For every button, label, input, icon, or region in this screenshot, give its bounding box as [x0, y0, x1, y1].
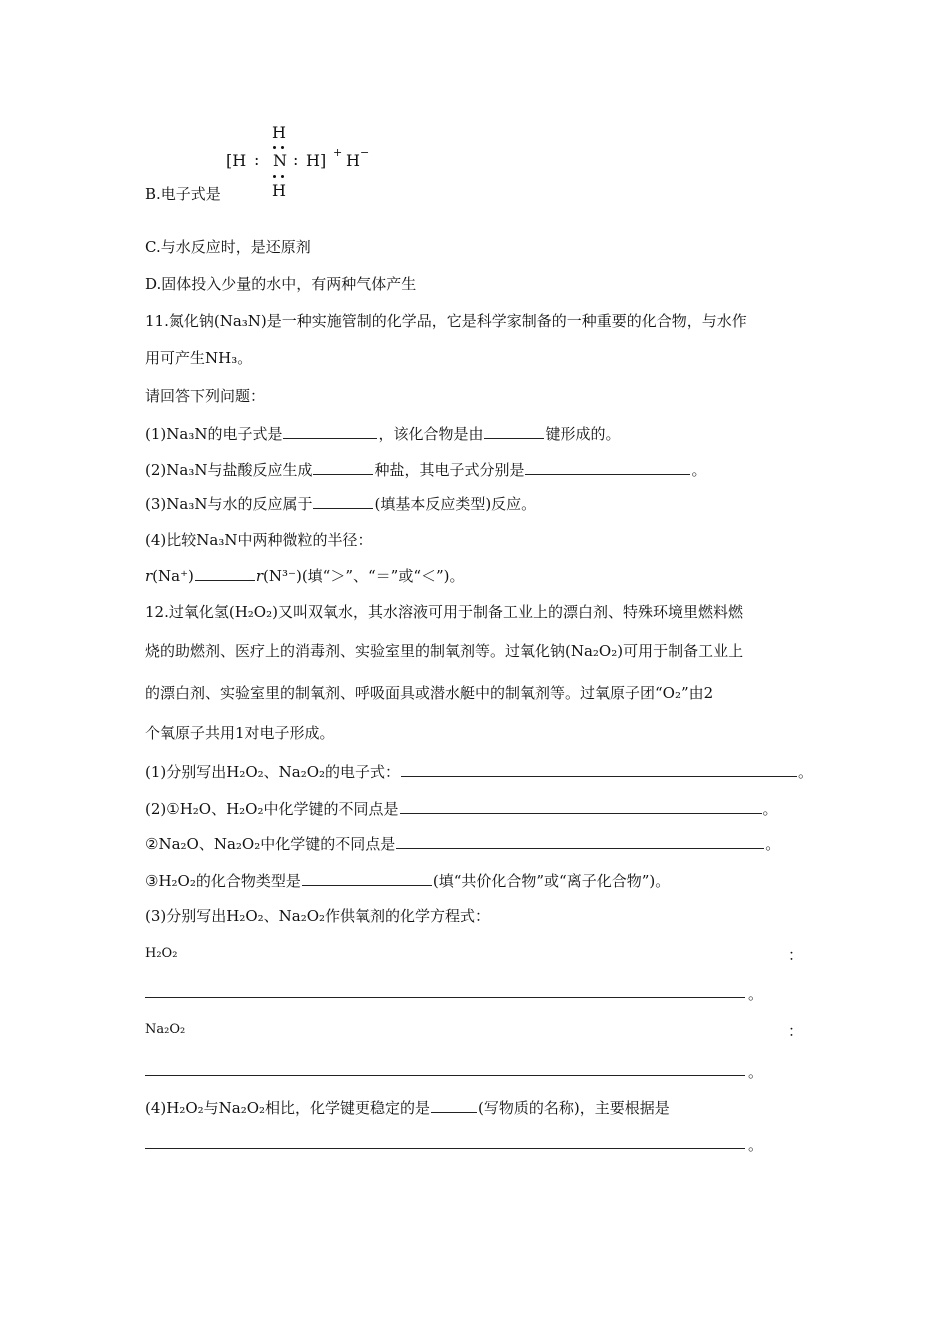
q11-intro-line-2: 用可产生NH₃。: [145, 349, 253, 367]
formula-bracket-h-left: [H: [226, 151, 247, 170]
q11-prompt: 请回答下列问题：: [145, 387, 266, 405]
option-b-label: B.电子式是: [145, 185, 221, 203]
q11-p4-tail: (填“＞”、“＝”或“＜”)。: [301, 567, 465, 585]
q12-p4-end: 。: [748, 1136, 764, 1154]
answer-blank[interactable]: [283, 424, 377, 439]
na2o2-equation-blank[interactable]: [145, 1075, 745, 1076]
q12-intro-line-3: 的漂白剂、实验室里的制氧剂、呼吸面具或潜水艇中的制氧剂等。过氧原子团“O₂”由2: [145, 684, 714, 702]
formula-charge-minus: −: [360, 146, 370, 159]
q12-p1-text: (1)分别写出H₂O₂、Na₂O₂的电子式：: [145, 763, 401, 781]
q12-p4-text-b: (写物质的名称)，主要根据是: [478, 1099, 670, 1117]
answer-blank[interactable]: [431, 1098, 477, 1113]
radius-symbol: r: [145, 567, 153, 585]
q12-p1-end: 。: [798, 763, 814, 781]
h2o2-equation-blank[interactable]: [145, 997, 745, 998]
h2o2-end: 。: [748, 985, 764, 1003]
formula-colon-left: :: [254, 150, 260, 169]
q12-p2c-text-a: ③H₂O₂的化合物类型是: [145, 872, 301, 890]
ion-na: (Na⁺): [152, 567, 194, 585]
q11-p3-text-b: (填基本反应类型)反应。: [374, 495, 537, 513]
q12-p2b-end: 。: [765, 835, 781, 853]
formula-h-bracket-right: H]: [306, 151, 327, 170]
answer-blank[interactable]: [400, 799, 762, 814]
q11-part-1: [145, 424, 621, 444]
formula-h-minus: H: [346, 151, 360, 170]
q11-p3-text-a: (3)Na₃N与水的反应属于: [145, 495, 313, 513]
q11-p1-text-c: 键形成的。: [545, 425, 621, 443]
answer-blank[interactable]: [396, 834, 764, 849]
answer-blank[interactable]: [525, 460, 690, 475]
na2o2-equation-label: Na₂O₂: [145, 1022, 186, 1037]
q12-p2-end: 。: [762, 800, 778, 818]
electron-dot: [281, 175, 284, 178]
answer-blank[interactable]: [302, 871, 432, 886]
formula-colon-right: :: [293, 150, 299, 169]
electron-dot: [281, 146, 284, 149]
q12-part-4: [145, 1098, 670, 1118]
formula-h-bottom: H: [272, 181, 286, 200]
answer-blank[interactable]: [484, 424, 544, 439]
answer-blank[interactable]: [313, 494, 373, 509]
h2o2-equation-label: H₂O₂: [145, 946, 178, 961]
q11-part-4: (4)比较Na₃N中两种微粒的半径：: [145, 531, 373, 549]
answer-blank[interactable]: [195, 566, 255, 581]
q11-part-2: [145, 460, 707, 480]
na2o2-end: 。: [748, 1063, 764, 1081]
option-d: D.固体投入少量的水中，有两种气体产生: [145, 275, 417, 293]
q12-intro-line-1: 12.过氧化氢(H₂O₂)又叫双氧水，其水溶液可用于制备工业上的漂白剂、特殊环境里燃料燃: [145, 603, 743, 621]
formula-h-top: H: [272, 123, 286, 142]
q11-part-3: [145, 494, 536, 514]
q11-p2-text-b: 种盐，其电子式分别是: [374, 461, 525, 479]
q12-part-3: (3)分别写出H₂O₂、Na₂O₂作供氧剂的化学方程式：: [145, 907, 491, 925]
q11-p1-text-b: ，该化合物是由: [378, 425, 484, 443]
formula-n: N: [273, 151, 287, 170]
q12-p4-text-a: (4)H₂O₂与Na₂O₂相比，化学键更稳定的是: [145, 1099, 431, 1117]
answer-blank[interactable]: [313, 460, 373, 475]
q12-part-2-1: [145, 799, 778, 819]
answer-blank[interactable]: [401, 762, 797, 777]
q11-part-4-compare: [145, 566, 465, 586]
radius-symbol: r: [255, 567, 264, 585]
q12-part-2-2: [145, 834, 780, 854]
q12-p4-reason-blank[interactable]: [145, 1148, 745, 1149]
q12-p2b-text: ②Na₂O、Na₂O₂中化学键的不同点是: [145, 835, 396, 853]
q12-part-1: [145, 762, 813, 782]
na2o2-colon: ：: [788, 1022, 804, 1040]
electron-dot: [273, 146, 276, 149]
ion-n: (N³⁻): [263, 567, 302, 585]
q12-intro-line-2: 烧的助燃剂、医疗上的消毒剂、实验室里的制氧剂等。过氧化钠(Na₂O₂)可用于制备工业上: [145, 642, 744, 660]
q12-p2c-text-b: (填“共价化合物”或“离子化合物”)。: [432, 872, 671, 890]
q12-part-2-3: [145, 871, 670, 891]
formula-charge-plus: +: [333, 146, 343, 159]
q11-p2-text-a: (2)Na₃N与盐酸反应生成: [145, 461, 313, 479]
q11-p2-text-c: 。: [691, 461, 707, 479]
option-c: C.与水反应时，是还原剂: [145, 238, 311, 256]
electron-dot: [273, 175, 276, 178]
q12-intro-line-4: 个氧原子共用1对电子形成。: [145, 724, 335, 742]
h2o2-colon: ：: [788, 946, 804, 964]
q12-p2-text: (2)①H₂O、H₂O₂中化学键的不同点是: [145, 800, 399, 818]
q11-p1-text-a: (1)Na₃N的电子式是: [145, 425, 283, 443]
q11-intro-line-1: 11.氮化钠(Na₃N)是一种实施管制的化学品，它是科学家制备的一种重要的化合物，与水作: [145, 312, 747, 330]
